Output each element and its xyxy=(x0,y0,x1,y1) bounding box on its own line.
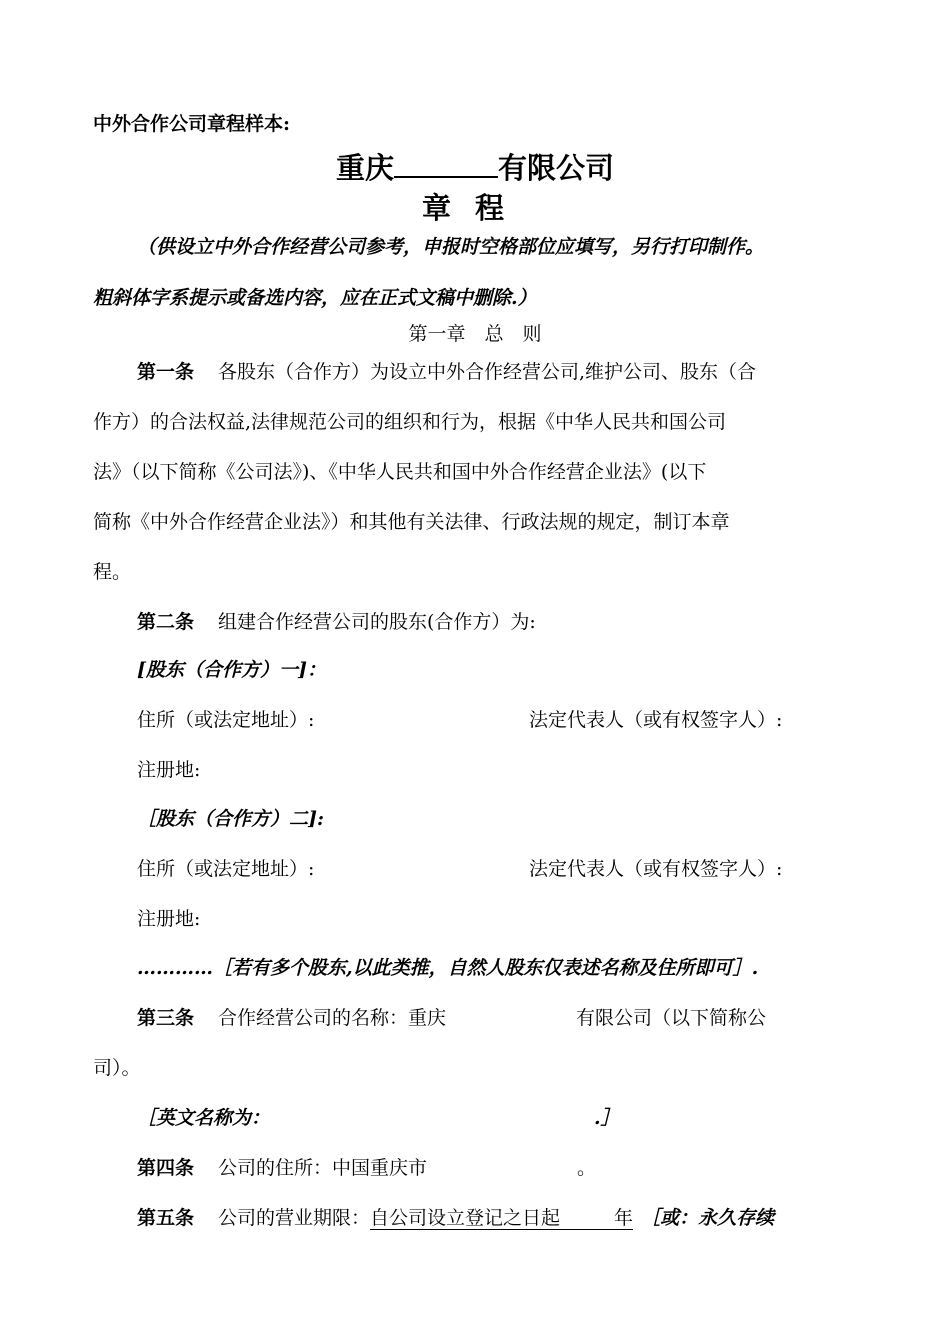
title-blank-field xyxy=(394,176,498,178)
article-1-line-5: 程。 xyxy=(93,561,132,583)
article-2-text: 组建合作经营公司的股东(合作方）为: xyxy=(218,611,536,633)
article-4-text-a: 公司的住所：中国重庆市 xyxy=(218,1157,428,1179)
article-3-continuation: 司）。 xyxy=(93,1057,141,1079)
article-4-line xyxy=(137,1156,596,1180)
article-5-term xyxy=(370,1207,633,1230)
article-4-label: 第四条 xyxy=(137,1157,195,1179)
article-5-line xyxy=(137,1206,774,1230)
article-2-line xyxy=(137,610,536,634)
article-5-years: 年 xyxy=(614,1207,634,1229)
document-title xyxy=(0,148,950,188)
article-1-text-1: 各股东（合作方）为设立中外合作经营公司,维护公司、股东（合 xyxy=(218,361,757,383)
english-name-line xyxy=(137,1106,620,1130)
party-2-residence: 住所（或法定地址）: xyxy=(137,858,315,880)
article-3-line xyxy=(137,1006,766,1030)
title-suffix: 有限公司 xyxy=(498,151,615,185)
document-subtitle: 章程 xyxy=(421,191,528,225)
party-1-heading: [股东（合作方）一]： xyxy=(137,659,326,681)
party-2-legal-rep: 法定代表人（或有权签字人）: xyxy=(529,858,783,880)
article-5-label: 第五条 xyxy=(137,1207,195,1229)
party-1-residence: 住所（或法定地址）: xyxy=(137,709,315,731)
english-name-label: ［英文名称为： xyxy=(137,1107,271,1129)
article-1-line-3: 法》（以下简称《公司法》)、《中华人民共和国中外合作经营企业法》(以下 xyxy=(93,461,707,483)
article-3-text-b: 有限公司（以下简称公 xyxy=(576,1007,767,1029)
document-header: 中外合作公司章程样本: xyxy=(93,113,291,135)
article-5-text-a: 公司的营业期限： xyxy=(218,1207,371,1229)
party-2-reg-place: 注册地: xyxy=(137,908,201,930)
article-5-alternative: ［或：永久存续 xyxy=(641,1207,775,1229)
article-2-label: 第二条 xyxy=(137,611,195,633)
article-4-text-b: 。 xyxy=(577,1157,597,1179)
article-3-text-a: 合作经营公司的名称：重庆 xyxy=(218,1007,447,1029)
party-2-heading: ［股东（合作方）二]: xyxy=(137,808,325,830)
note-line-2: 粗斜体字系提示或备选内容，应在正式文稿中删除.） xyxy=(93,287,537,309)
article-3-label: 第三条 xyxy=(137,1007,195,1029)
note-line-1: （供设立中外合作经营公司参考，申报时空格部位应填写，另行打印制作。 xyxy=(137,236,765,258)
party-1-legal-rep: 法定代表人（或有权签字人）: xyxy=(529,709,783,731)
party-1-reg-place: 注册地: xyxy=(137,759,201,781)
article-1-line-1 xyxy=(137,360,756,384)
article-1-line-2: 作方）的合法权益,法律规范公司的组织和行为，根据《中华人民共和国公司 xyxy=(93,411,727,433)
chapter-heading: 第一章 总 则 xyxy=(408,323,542,345)
article-1-label: 第一条 xyxy=(137,361,195,383)
article-5-underlined-text: 自公司设立登记之日起 xyxy=(370,1207,561,1229)
more-parties-note: …………［若有多个股东,以此类推，自然人股东仅表述名称及住所即可］. xyxy=(137,957,759,979)
title-prefix: 重庆 xyxy=(335,151,394,185)
english-name-close: .］ xyxy=(594,1107,620,1129)
article-1-line-4: 简称《中外合作经营企业法》）和其他有关法律、行政法规的规定，制订本章 xyxy=(93,511,730,533)
